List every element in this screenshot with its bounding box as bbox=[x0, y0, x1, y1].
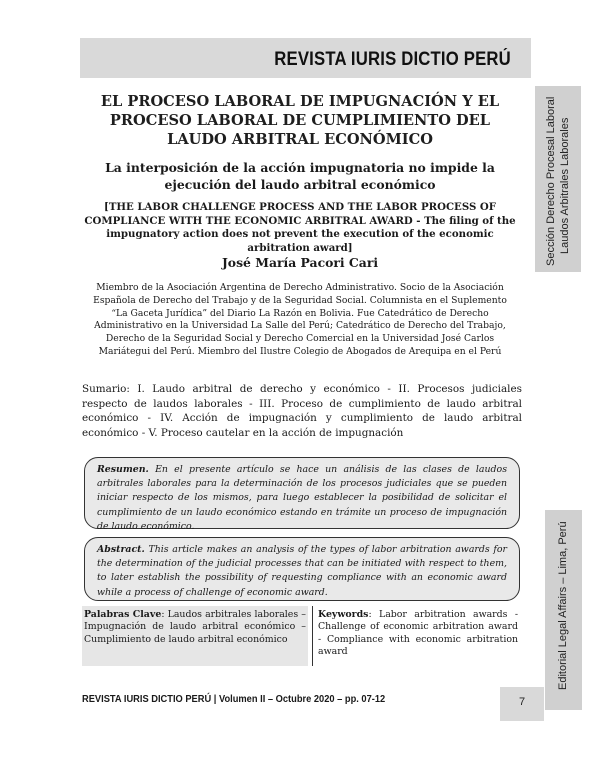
english-title: [THE LABOR CHALLENGE PROCESS AND THE LABOR PROCESS OF COMPLIANCE WITH THE ECONOMIC ARBITRAL AWARD - The filing of the impugnatory action does not prevent the execution of the economic arbitration award] bbox=[84, 201, 516, 254]
subsection-label: Laudos Arbitrales Laborales bbox=[559, 117, 571, 254]
keywords-en bbox=[318, 609, 518, 659]
author-affiliation: Miembro de la Asociación Argentina de Derecho Administrativo. Socio de la Asociación Española de Derecho del Trabajo y de la Seguridad Social. Columnista en el Suplemento “La Gaceta Jurídica” del Diario La Razón en Bolivia. Fue Catedrático de Derecho Administrativo en la Universidad La Salle del Perú; Catedrático de Derecho del Trabajo, Derecho de la Seguridad Social y Derecho Comercial en la Universidad José Carlos Mariátegui del Perú. Miembro del Ilustre Colegio de Abogados de Arequipa en el Perú bbox=[93, 282, 507, 357]
page-number: 7 bbox=[518, 696, 526, 708]
abstract-label: Abstract. bbox=[97, 544, 145, 555]
resumen-box bbox=[84, 457, 520, 532]
keywords-es bbox=[84, 609, 306, 646]
resumen-text: En el presente artículo se hace un análisis de las clases de laudos arbitrales laborales para la determinación de los procesos judiciales que se pueden iniciar respecto de los mismos, para luego establecer la posibilidad de solicitar el cumplimiento de un laudo económico estando en trámite un proceso de impugnación de laudo económico. bbox=[97, 464, 508, 532]
keywords-en-text: : Labor arbitration awards - Challenge of economic arbitration award - Compliance with economic arbitration award bbox=[318, 609, 518, 658]
article-title: EL PROCESO LABORAL DE IMPUGNACIÓN Y EL PROCESO LABORAL DE CUMPLIMIENTO DEL LAUDO ARBITRAL ECONÓMICO bbox=[100, 93, 500, 148]
publisher-side-tab bbox=[545, 510, 582, 710]
sumario: Sumario: I. Laudo arbitral de derecho y económico - II. Procesos judiciales respecto de laudos laborales - III. Proceso de cumplimiento de laudo arbitral económico - IV. Acción de impugnación y cumplimiento de laudo arbitral económico - V. Proceso cautelar en la acción de impugnación bbox=[82, 383, 522, 439]
keywords-en-label: Keywords bbox=[318, 609, 369, 620]
keywords-es-label: Palabras Clave bbox=[84, 609, 162, 620]
publisher-label: Editorial Legal Affairs – Lima, Perú bbox=[557, 521, 569, 690]
header-bar bbox=[80, 38, 531, 78]
section-side-tab bbox=[535, 86, 581, 272]
resumen-label: Resumen. bbox=[97, 464, 149, 475]
footer-separator: | bbox=[211, 694, 219, 705]
journal-name: REVISTA IURIS DICTIO PERÚ bbox=[274, 49, 511, 70]
footer-citation bbox=[82, 694, 385, 705]
section-label: Sección Derecho Procesal Laboral bbox=[545, 96, 557, 266]
page-number-box bbox=[500, 687, 544, 721]
abstract-box bbox=[84, 537, 520, 601]
abstract-text: This article makes an analysis of the types of labor arbitration awards for the determination of the judicial processes that can be initiated with respect to them, to later establish the possibility of requesting compliance with an economic award while a process of challenge of economic award. bbox=[97, 544, 507, 598]
keywords-divider bbox=[312, 606, 313, 666]
footer-issue: Volumen II – Octubre 2020 – pp. 07-12 bbox=[218, 694, 386, 705]
article-subtitle: La interposición de la acción impugnatoria no impide la ejecución del laudo arbitral económico bbox=[105, 160, 495, 192]
author-name: José María Pacori Cari bbox=[221, 255, 379, 270]
keywords-es-text: : Laudos arbitrales laborales – Impugnación de laudo arbitral económico – Cumplimiento de laudo arbitral económico bbox=[84, 609, 306, 645]
footer-journal: REVISTA IURIS DICTIO PERÚ bbox=[82, 694, 212, 705]
